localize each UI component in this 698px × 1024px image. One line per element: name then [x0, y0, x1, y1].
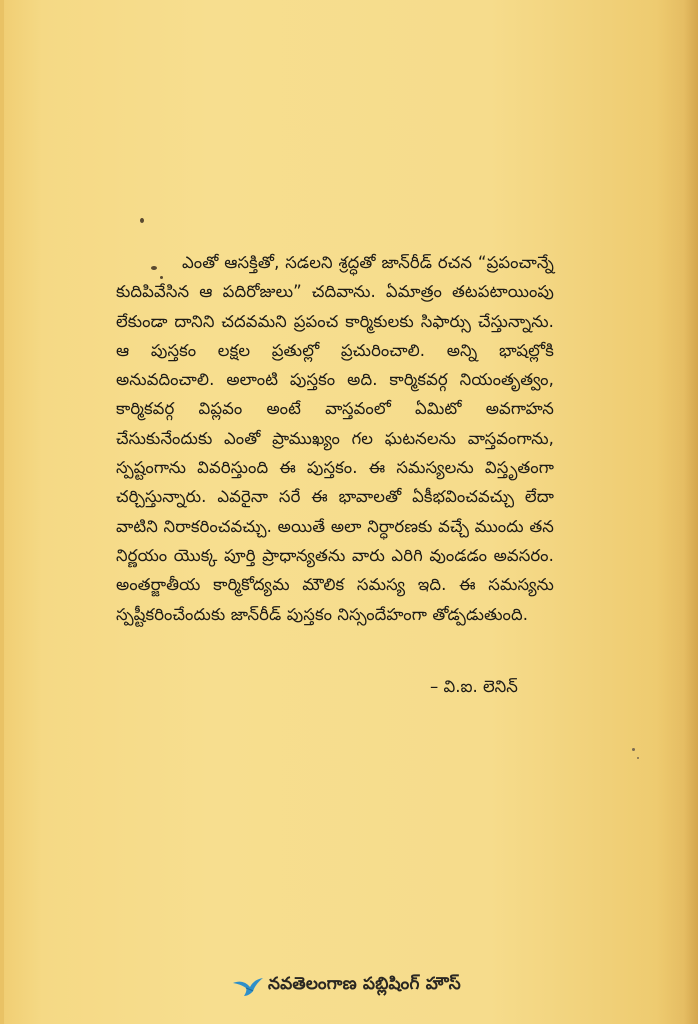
- flying-bird-icon: [232, 974, 264, 998]
- page-edge-right: [684, 0, 698, 1024]
- quote-paragraph: ఎంతో ఆసక్తితో, సడలని శ్రద్ధతో జాన్‌రీడ్ రచన “ప్రపంచాన్నే కుదిపివేసిన ఆ పదిరోజులు” చదివాను. ఏమాత్రం తటపటాయింపు లేకుండా దానిని చదవమని ప్రపంచ కార్మికులకు సిఫార్సు చేస్తున్నాను. ఆ పుస్తకం లక్షల ప్రతుల్లో ప్రచురించాలి. అన్ని భాషల్లోకి అనువదించాలి. అలాంటి పుస్తకం అది. కార్మికవర్గ నియంతృత్వం, కార్మికవర్గ విప్లవం అంటే వాస్తవంలో ఏమిటో అవగాహన చేసుకునేందుకు ఎంతో ప్రాముఖ్యం గల ఘటనలను వాస్తవంగాను, స్పష్టంగాను వివరిస్తుంది ఈ పుస్తకం. ఈ సమస్యలను విస్తృతంగా చర్చిస్తున్నారు. ఎవరైనా సరే ఈ భావాలతో ఏకీభవించవచ్చు లేదా వాటిని నిరాకరించవచ్చు. అయితే అలా నిర్ధారణకు వచ్చే ముందు తన నిర్ణయం యొక్క పూర్తి ప్రాధాన్యతను వారు ఎరిగి వుండడం అవసరం. అంతర్జాతీయ కార్మికోద్యమ మౌలిక సమస్య ఇది. ఈ సమస్యను స్పష్టీకరించేందుకు జాన్‌రీడ్ పుస్తకం నిస్సందేహంగా తోడ్పడుతుంది.: [116, 253, 554, 624]
- quote-block: [116, 248, 554, 629]
- paper-speck: [632, 748, 635, 751]
- paper-speck: [140, 218, 144, 223]
- publisher-imprint: [232, 970, 461, 1002]
- page-edge-left: [0, 0, 4, 1024]
- publisher-name: నవతెలంగాణ పబ్లిషింగ్ హౌస్: [268, 974, 461, 994]
- paper-speck: [637, 757, 639, 759]
- quote-attribution: – వి.ఐ. లెనిన్: [430, 677, 518, 696]
